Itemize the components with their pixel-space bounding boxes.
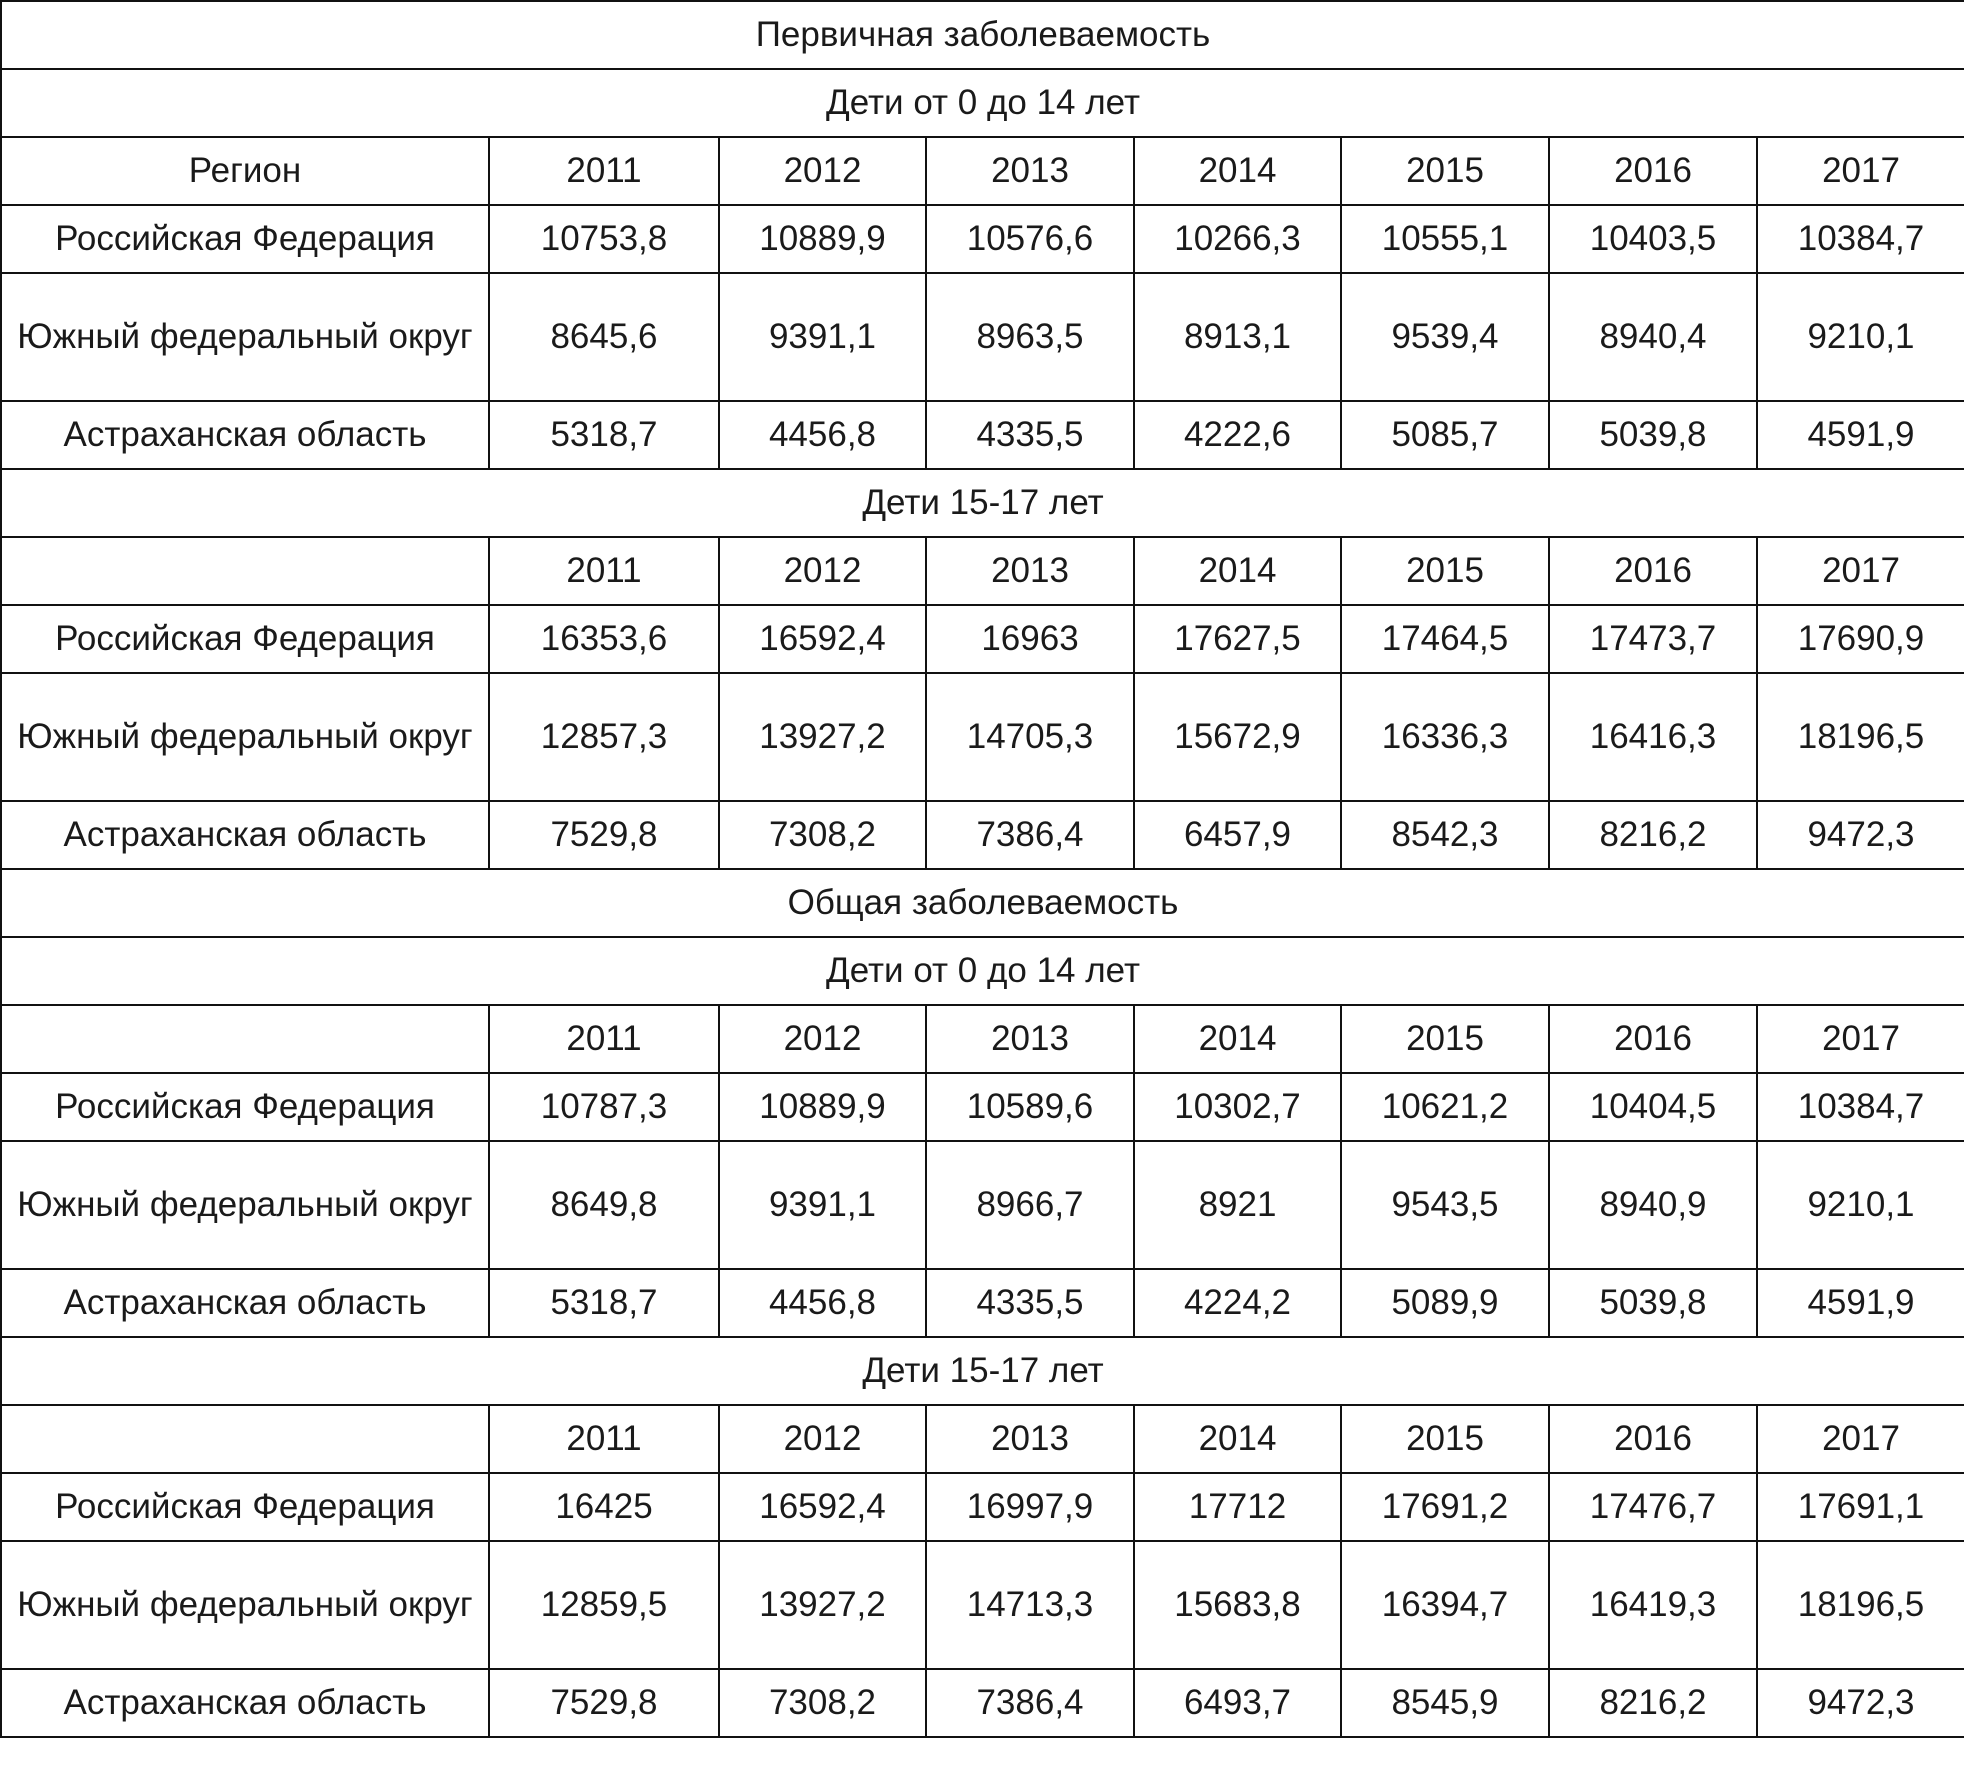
table-row [1,1141,1964,1269]
value-cell: 17464,5 [1341,605,1549,673]
table-row [1,1669,1964,1737]
value-cell: 10753,8 [489,205,719,273]
year-header-cell: 2012 [719,1405,926,1473]
year-header-cell: 2017 [1757,137,1964,205]
value-cell: 18196,5 [1757,1541,1964,1669]
year-header-cell: 2016 [1549,537,1757,605]
value-cell: 8921 [1134,1141,1341,1269]
region-name-cell: Астраханская область [1,401,489,469]
year-header-row [1,137,1964,205]
year-header-row [1,1005,1964,1073]
value-cell: 16394,7 [1341,1541,1549,1669]
age-group-title: Дети от 0 до 14 лет [1,69,1964,137]
value-cell: 13927,2 [719,1541,926,1669]
value-cell: 5085,7 [1341,401,1549,469]
region-name-cell: Российская Федерация [1,1073,489,1141]
value-cell: 7386,4 [926,801,1134,869]
value-cell: 9210,1 [1757,1141,1964,1269]
value-cell: 8216,2 [1549,801,1757,869]
year-header-cell: 2013 [926,1405,1134,1473]
region-column-header [1,1405,489,1473]
value-cell: 8542,3 [1341,801,1549,869]
age-group-title-row [1,469,1964,537]
value-cell: 9472,3 [1757,801,1964,869]
value-cell: 18196,5 [1757,673,1964,801]
value-cell: 10266,3 [1134,205,1341,273]
value-cell: 10889,9 [719,1073,926,1141]
year-header-cell: 2014 [1134,137,1341,205]
value-cell: 17691,1 [1757,1473,1964,1541]
value-cell: 9472,3 [1757,1669,1964,1737]
region-name-cell: Южный федеральный округ [1,1541,489,1669]
year-header-cell: 2015 [1341,1405,1549,1473]
region-column-header [1,537,489,605]
value-cell: 12857,3 [489,673,719,801]
table-row [1,605,1964,673]
value-cell: 9539,4 [1341,273,1549,401]
value-cell: 5039,8 [1549,1269,1757,1337]
year-header-cell: 2015 [1341,537,1549,605]
year-header-cell: 2013 [926,537,1134,605]
value-cell: 5318,7 [489,401,719,469]
year-header-cell: 2017 [1757,537,1964,605]
year-header-cell: 2012 [719,137,926,205]
value-cell: 8545,9 [1341,1669,1549,1737]
value-cell: 7308,2 [719,1669,926,1737]
value-cell: 4224,2 [1134,1269,1341,1337]
value-cell: 5318,7 [489,1269,719,1337]
year-header-cell: 2017 [1757,1005,1964,1073]
value-cell: 7386,4 [926,1669,1134,1737]
value-cell: 8963,5 [926,273,1134,401]
year-header-cell: 2015 [1341,137,1549,205]
value-cell: 9391,1 [719,1141,926,1269]
value-cell: 14705,3 [926,673,1134,801]
year-header-cell: 2011 [489,1405,719,1473]
value-cell: 7529,8 [489,1669,719,1737]
table-row [1,1541,1964,1669]
value-cell: 10621,2 [1341,1073,1549,1141]
year-header-cell: 2013 [926,1005,1134,1073]
value-cell: 10576,6 [926,205,1134,273]
year-header-cell: 2014 [1134,1405,1341,1473]
value-cell: 8649,8 [489,1141,719,1269]
table-row [1,273,1964,401]
value-cell: 4591,9 [1757,1269,1964,1337]
value-cell: 8940,9 [1549,1141,1757,1269]
region-name-cell: Российская Федерация [1,1473,489,1541]
section-title-row [1,869,1964,937]
year-header-cell: 2016 [1549,1005,1757,1073]
value-cell: 17712 [1134,1473,1341,1541]
year-header-cell: 2015 [1341,1005,1549,1073]
year-header-cell: 2016 [1549,1405,1757,1473]
value-cell: 17476,7 [1549,1473,1757,1541]
year-header-cell: 2011 [489,137,719,205]
region-column-header: Регион [1,137,489,205]
table-row [1,1473,1964,1541]
value-cell: 15683,8 [1134,1541,1341,1669]
region-column-header [1,1005,489,1073]
value-cell: 17627,5 [1134,605,1341,673]
value-cell: 16419,3 [1549,1541,1757,1669]
value-cell: 17690,9 [1757,605,1964,673]
table-row [1,205,1964,273]
region-name-cell: Южный федеральный округ [1,673,489,801]
value-cell: 16997,9 [926,1473,1134,1541]
value-cell: 9543,5 [1341,1141,1549,1269]
year-header-cell: 2014 [1134,1005,1341,1073]
value-cell: 10589,6 [926,1073,1134,1141]
value-cell: 10384,7 [1757,205,1964,273]
table-row [1,673,1964,801]
value-cell: 14713,3 [926,1541,1134,1669]
value-cell: 8966,7 [926,1141,1134,1269]
age-group-title-row [1,937,1964,1005]
year-header-cell: 2014 [1134,537,1341,605]
year-header-cell: 2011 [489,1005,719,1073]
value-cell: 9391,1 [719,273,926,401]
value-cell: 17691,2 [1341,1473,1549,1541]
value-cell: 8940,4 [1549,273,1757,401]
value-cell: 16592,4 [719,1473,926,1541]
value-cell: 16592,4 [719,605,926,673]
value-cell: 4456,8 [719,401,926,469]
section-title: Общая заболеваемость [1,869,1964,937]
value-cell: 12859,5 [489,1541,719,1669]
year-header-row [1,1405,1964,1473]
year-header-cell: 2017 [1757,1405,1964,1473]
value-cell: 10403,5 [1549,205,1757,273]
region-name-cell: Астраханская область [1,1669,489,1737]
value-cell: 6457,9 [1134,801,1341,869]
table-row [1,801,1964,869]
value-cell: 7308,2 [719,801,926,869]
value-cell: 4335,5 [926,1269,1134,1337]
value-cell: 15672,9 [1134,673,1341,801]
value-cell: 17473,7 [1549,605,1757,673]
value-cell: 4222,6 [1134,401,1341,469]
value-cell: 5089,9 [1341,1269,1549,1337]
region-name-cell: Российская Федерация [1,205,489,273]
value-cell: 9210,1 [1757,273,1964,401]
value-cell: 8216,2 [1549,1669,1757,1737]
value-cell: 10889,9 [719,205,926,273]
region-name-cell: Южный федеральный округ [1,1141,489,1269]
table-row [1,401,1964,469]
section-title-row [1,1,1964,69]
region-name-cell: Астраханская область [1,1269,489,1337]
value-cell: 10787,3 [489,1073,719,1141]
value-cell: 10384,7 [1757,1073,1964,1141]
age-group-title: Дети от 0 до 14 лет [1,937,1964,1005]
value-cell: 16963 [926,605,1134,673]
value-cell: 4456,8 [719,1269,926,1337]
value-cell: 16416,3 [1549,673,1757,801]
year-header-cell: 2016 [1549,137,1757,205]
value-cell: 8645,6 [489,273,719,401]
value-cell: 16353,6 [489,605,719,673]
region-name-cell: Южный федеральный округ [1,273,489,401]
value-cell: 16336,3 [1341,673,1549,801]
region-name-cell: Российская Федерация [1,605,489,673]
value-cell: 16425 [489,1473,719,1541]
year-header-cell: 2012 [719,537,926,605]
year-header-cell: 2011 [489,537,719,605]
year-header-cell: 2012 [719,1005,926,1073]
value-cell: 10404,5 [1549,1073,1757,1141]
year-header-row [1,537,1964,605]
age-group-title: Дети 15-17 лет [1,1337,1964,1405]
value-cell: 10555,1 [1341,205,1549,273]
value-cell: 8913,1 [1134,273,1341,401]
value-cell: 13927,2 [719,673,926,801]
region-name-cell: Астраханская область [1,801,489,869]
section-title: Первичная заболеваемость [1,1,1964,69]
value-cell: 4591,9 [1757,401,1964,469]
value-cell: 7529,8 [489,801,719,869]
table-row [1,1269,1964,1337]
table-row [1,1073,1964,1141]
value-cell: 5039,8 [1549,401,1757,469]
value-cell: 4335,5 [926,401,1134,469]
value-cell: 10302,7 [1134,1073,1341,1141]
year-header-cell: 2013 [926,137,1134,205]
value-cell: 6493,7 [1134,1669,1341,1737]
age-group-title: Дети 15-17 лет [1,469,1964,537]
age-group-title-row [1,69,1964,137]
age-group-title-row [1,1337,1964,1405]
